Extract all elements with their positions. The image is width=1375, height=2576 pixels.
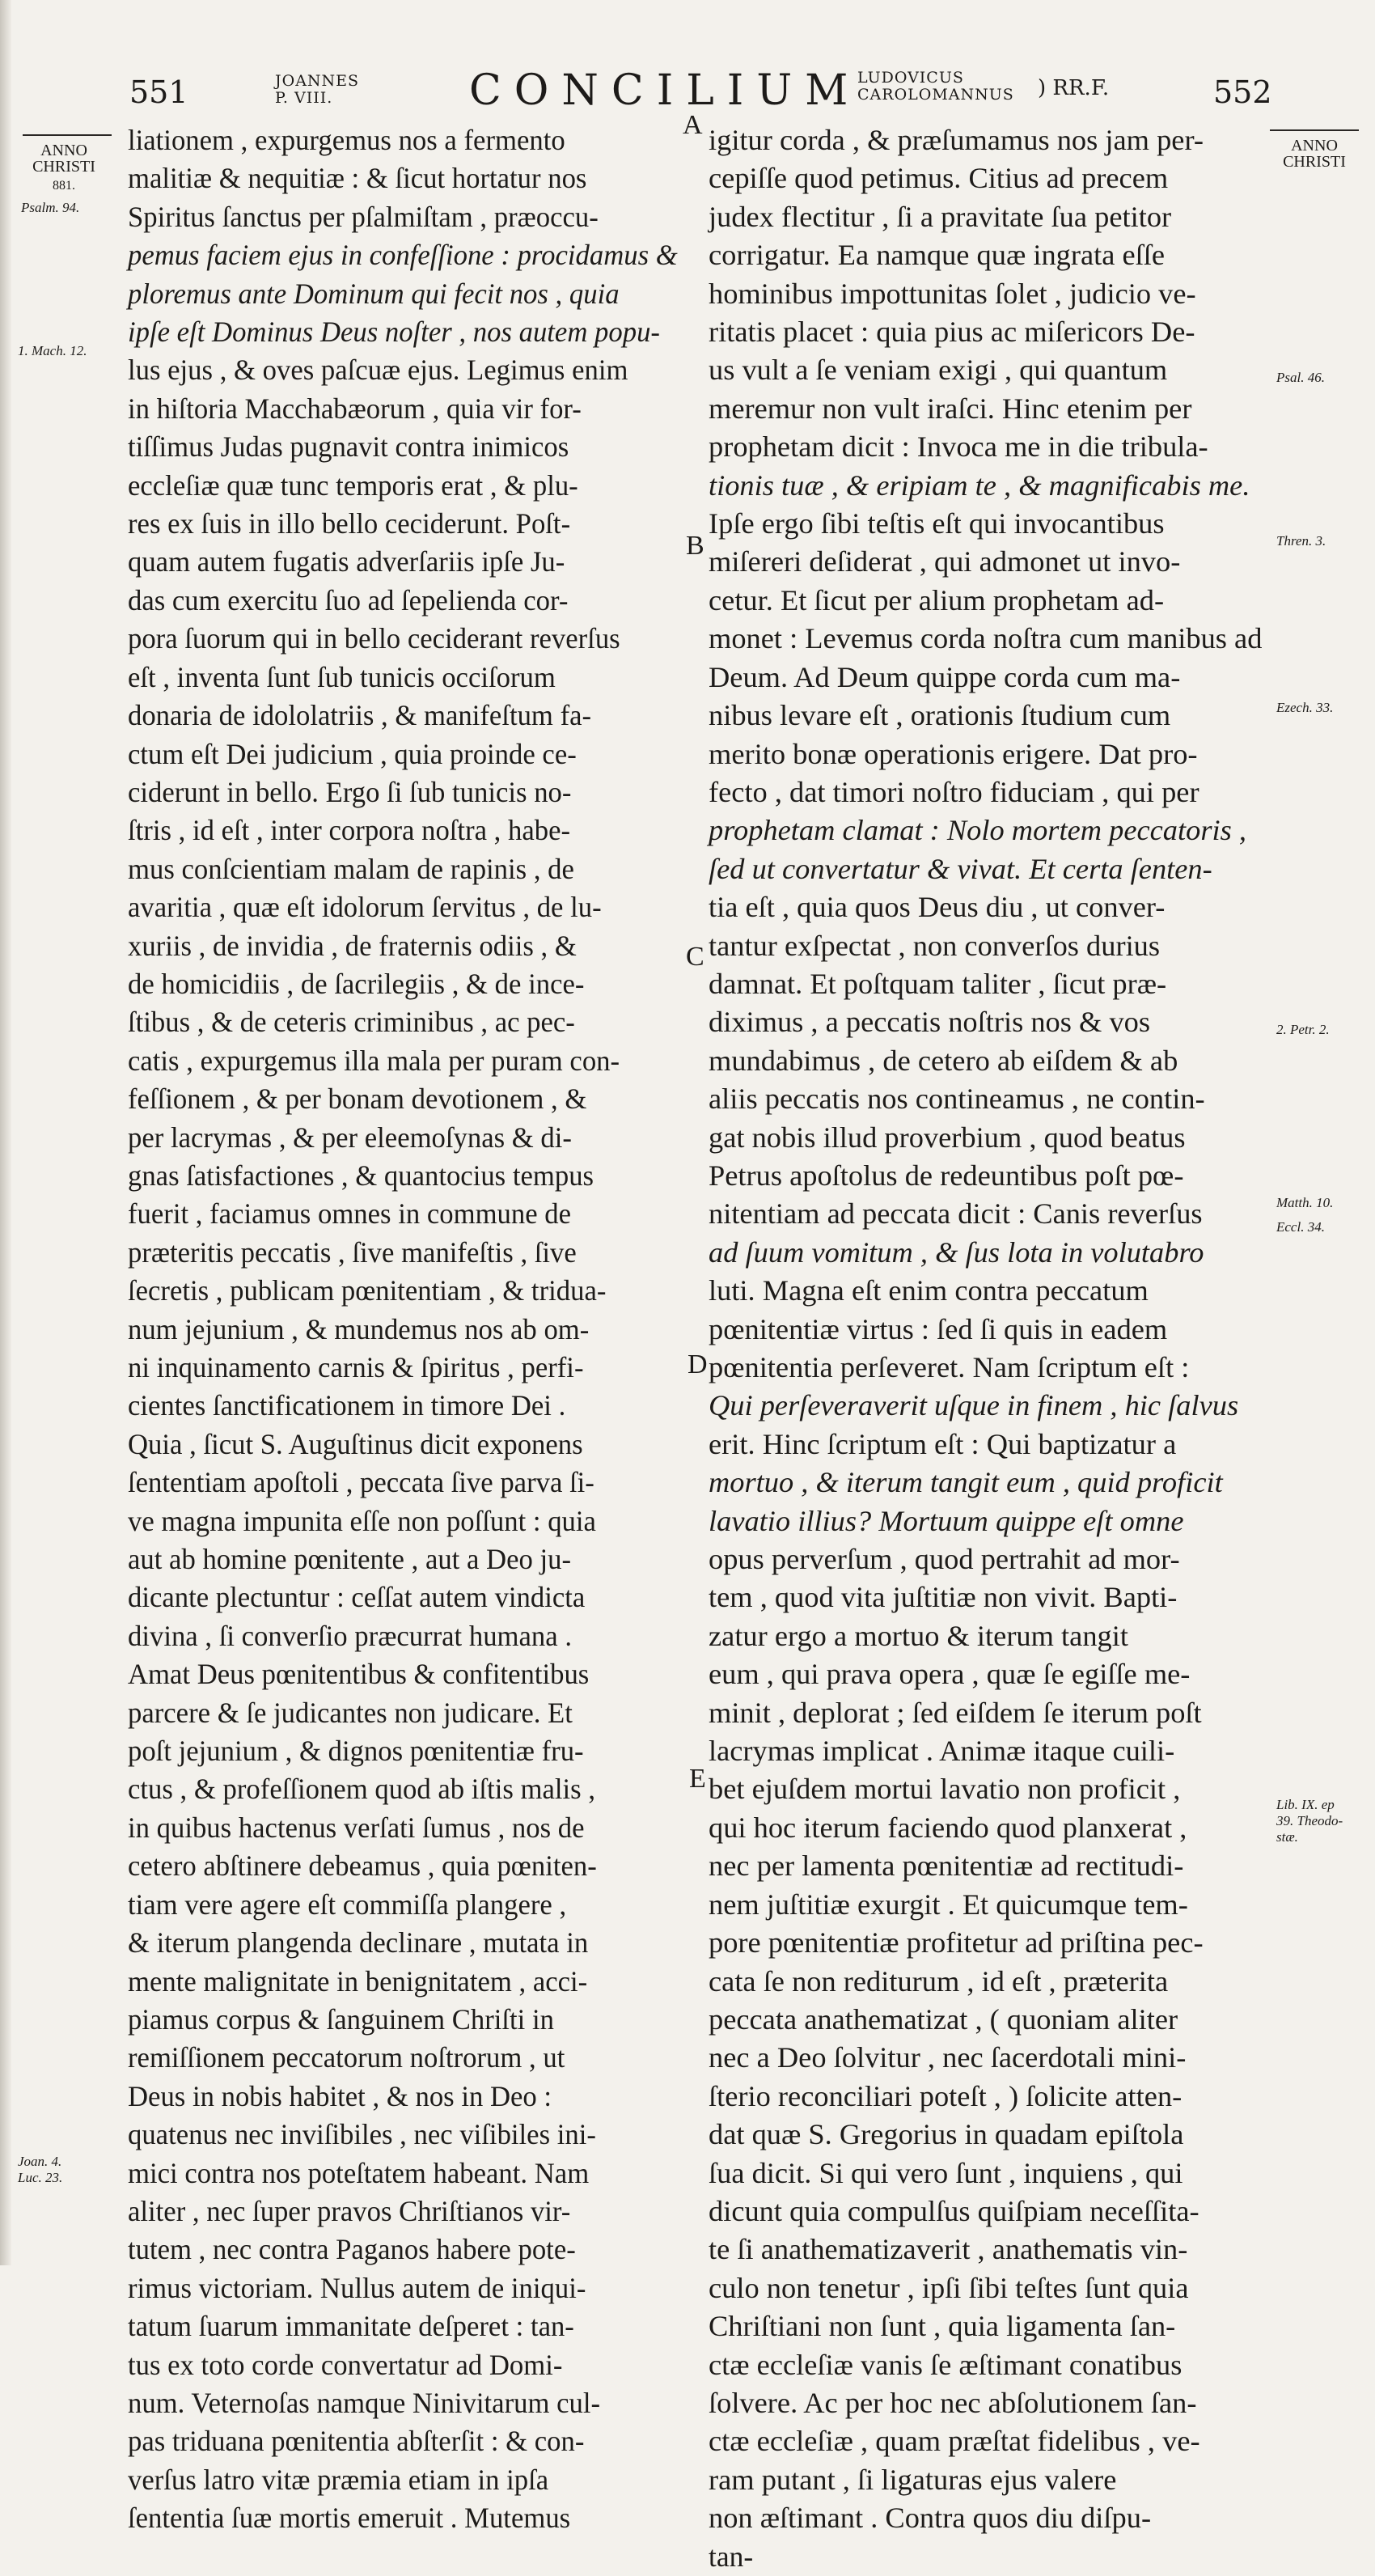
text-line: Deum. Ad Deum quippe corda cum ma- bbox=[709, 660, 1181, 693]
text-line: Ipſe ergo ſibi teſtis eſt qui invocantibus bbox=[709, 507, 1165, 540]
text-line: fecto , dat timori noſtro fiduciam , qui per bbox=[709, 775, 1199, 808]
text-line: tem , quod vita juſtitiæ non vivit. Bapti- bbox=[709, 1581, 1178, 1614]
text-line: tus ex toto corde convertatur ad Domi- bbox=[128, 2348, 563, 2381]
christi-label: CHRISTI bbox=[1283, 153, 1346, 171]
text-line: pore pœnitentiæ profitetur ad priſtina pec- bbox=[709, 1926, 1204, 1960]
text-line: lacrymas implicat . Animæ itaque cuili- bbox=[709, 1735, 1175, 1768]
text-line: cepiſſe quod petimus. Citius ad precem bbox=[709, 162, 1169, 195]
text-line: mortuo , & iterum tangit eum , quid proficit bbox=[709, 1466, 1223, 1499]
text-line: cetero abſtinere debeamus , quia pœniten- bbox=[128, 1849, 597, 1883]
text-line: nec a Deo ſolvitur , nec ſacerdotali mini- bbox=[709, 2041, 1187, 2074]
text-line: cetur. Et ſicut per alium prophetam ad- bbox=[709, 583, 1165, 616]
section-letter-c: C bbox=[686, 942, 704, 972]
text-column-right bbox=[709, 121, 1263, 2576]
text-line: rimus victoriam. Nullus autem de iniqui- bbox=[128, 2271, 586, 2304]
margin-note: stæ. bbox=[1276, 1829, 1298, 1845]
text-line: ritatis placet : quia pius ac miſericors De- bbox=[709, 316, 1195, 349]
text-line: mente malignitate in benignitatem , acci- bbox=[128, 1964, 588, 1998]
text-line: poſt jejunium , & dignos pœnitentiæ fru- bbox=[128, 1735, 584, 1768]
year-label: 881. bbox=[53, 179, 75, 193]
text-line: Chriſtiani non ſunt , quia ligamenta ſan- bbox=[709, 2310, 1176, 2343]
margin-note: 39. Theodo- bbox=[1276, 1813, 1343, 1828]
text-line: aliter , nec ſuper pravos Chriſtianos vir- bbox=[128, 2194, 571, 2227]
text-line: dicunt quia compulſus quiſpiam neceſſita- bbox=[709, 2194, 1199, 2227]
text-line: monet : Levemus corda noſtra cum manibus ad bbox=[709, 622, 1263, 655]
kings-names bbox=[857, 70, 1014, 104]
text-line: Petrus apoſtolus de redeuntibus poſt pœ- bbox=[709, 1159, 1184, 1192]
text-line: ctus , & profeſſionem quod ab iſtis malis , bbox=[128, 1773, 595, 1806]
text-line: parcere & ſe judicantes non judicare. Et bbox=[128, 1696, 573, 1729]
text-line: aut ab homine pœnitente , aut a Deo ju- bbox=[128, 1543, 572, 1576]
text-line: dicante plectuntur : ceſſat autem vindicta bbox=[128, 1581, 586, 1614]
text-line: liationem , expurgemus nos a fermento bbox=[128, 124, 565, 156]
text-line: hominibus impottunitas ſolet , judicio ve- bbox=[709, 277, 1196, 310]
margin-note: 2. Petr. 2. bbox=[1276, 1022, 1330, 1037]
text-line: prophetam dicit : Invoca me in die tribula- bbox=[709, 430, 1208, 464]
text-line: ſententia ſuæ mortis emeruit . Mutemus bbox=[128, 2502, 571, 2535]
text-line: piamus corpus & ſanguinem Chriſti in bbox=[128, 2002, 554, 2036]
text-line: gat nobis illud proverbium , quod beatus bbox=[709, 1121, 1186, 1154]
text-line: Deus in nobis habitet , & nos in Deo : bbox=[128, 2079, 552, 2112]
text-line: divina , ſi converſio præcurrat humana . bbox=[128, 1619, 573, 1652]
text-line: judex flectitur , ſi a pravitate ſua petitor bbox=[709, 200, 1172, 233]
text-line: eſt , inventa ſunt ſub tunicis occiſorum bbox=[128, 660, 556, 693]
page-number-right: 552 bbox=[1213, 74, 1272, 110]
text-column-left bbox=[128, 121, 691, 2538]
text-line: Quia , ſicut S. Auguſtinus dicit exponens bbox=[128, 1427, 583, 1460]
text-line: lus ejus , & oves paſcuæ ejus. Legimus enim bbox=[128, 354, 628, 387]
text-line: Spiritus ſanctus per pſalmiſtam , præoccu- bbox=[128, 200, 599, 233]
section-letter-b: B bbox=[686, 531, 704, 561]
text-line: pœnitentia perſeveret. Nam ſcriptum eſt : bbox=[709, 1351, 1190, 1383]
text-line: eccleſiæ quæ tunc temporis erat , & plu- bbox=[128, 468, 578, 502]
text-line: ſua dicit. Si qui vero ſunt , inquiens , qui bbox=[709, 2156, 1183, 2189]
text-line: in hiſtoria Macchabæorum , quia vir for- bbox=[128, 392, 582, 425]
text-line: tionis tuæ , & eripiam te , & magnificabis me. bbox=[709, 468, 1250, 502]
kings-suffix: ) RR.F. bbox=[1038, 76, 1110, 100]
margin-note: Lib. IX. ep bbox=[1276, 1797, 1335, 1812]
text-line: pemus faciem ejus in confeſſione : procidamus & bbox=[128, 239, 678, 272]
text-line: verſus latro vitæ præmia etiam in ipſa bbox=[128, 2463, 549, 2496]
text-line: diximus , a peccatis noſtris nos & vos bbox=[709, 1006, 1151, 1039]
text-line: feſſionem , & per bonam devotionem , & bbox=[128, 1083, 587, 1116]
text-line: pœnitentiæ virtus : ſed ſi quis in eadem bbox=[709, 1312, 1168, 1345]
text-line: pora ſuorum qui in bello ceciderant reverſus bbox=[128, 622, 620, 655]
text-line: ipſe eſt Dominus Deus noſter , nos autem popu- bbox=[128, 316, 660, 349]
text-line: zatur ergo a mortuo & iterum tangit bbox=[709, 1619, 1128, 1652]
text-line: tiam vere agere eſt commiſſa plangere , bbox=[128, 1888, 567, 1921]
margin-note: Thren. 3. bbox=[1276, 533, 1326, 549]
text-line: qui hoc iterum faciendo quod planxerat , bbox=[709, 1811, 1187, 1844]
text-line: ni inquinamento carnis & ſpiritus , perfi- bbox=[128, 1351, 584, 1383]
section-letter-d: D bbox=[688, 1349, 708, 1379]
text-line: avaritia , quæ eſt idolorum ſervitus , de lu- bbox=[128, 891, 602, 924]
pope-line-2: P. VIII. bbox=[275, 89, 333, 107]
text-line: nitentiam ad peccata dicit : Canis reverſus bbox=[709, 1197, 1203, 1231]
text-line: nem juſtitiæ exurgit . Et quicumque tem- bbox=[709, 1888, 1188, 1921]
text-line: nec per lamenta pœnitentiæ ad rectitudi- bbox=[709, 1849, 1184, 1883]
text-line: num jejunium , & mundemus nos ab om- bbox=[128, 1312, 590, 1345]
running-title: CONCILIUM bbox=[469, 66, 861, 115]
text-line: xuriis , de invidia , de fraternis odiis , & bbox=[128, 929, 577, 962]
text-line: ſtris , id eſt , inter corpora noſtra , habe- bbox=[128, 814, 571, 847]
text-line: ſecretis , publicam pœnitentiam , & tridua- bbox=[128, 1274, 607, 1307]
margin-note: Ezech. 33. bbox=[1276, 700, 1334, 715]
text-line: Amat Deus pœnitentibus & confitentibus bbox=[128, 1658, 590, 1691]
text-line: cata ſe non rediturum , id eſt , præterita bbox=[709, 1964, 1169, 1998]
text-line: tantur exſpectat , non converſos durius bbox=[709, 929, 1161, 962]
text-line: mundabimus , de cetero ab eiſdem & ab bbox=[709, 1044, 1178, 1077]
text-line: donaria de idololatriis , & manifeſtum fa- bbox=[128, 699, 592, 732]
text-line: per lacrymas , & per eleemoſynas & di- bbox=[128, 1121, 572, 1154]
text-line: prophetam clamat : Nolo mortem peccatoris , bbox=[709, 814, 1246, 847]
text-line: pas triduana pœnitentia abſterſit : & con- bbox=[128, 2425, 585, 2458]
text-line: ploremus ante Dominum qui fecit nos , quia bbox=[128, 277, 620, 310]
text-line: non æſtimant . Contra quos diu diſpu- bbox=[709, 2502, 1152, 2535]
page-binding-shadow bbox=[0, 0, 11, 2265]
text-line: ciderunt in bello. Ergo ſi ſub tunicis no- bbox=[128, 775, 572, 808]
margin-rule-right bbox=[1270, 129, 1359, 131]
margin-note: Joan. 4. bbox=[18, 2154, 62, 2169]
text-line: ctæ eccleſiæ , quam præſtat fidelibus , ve- bbox=[709, 2425, 1200, 2458]
text-line: tiſſimus Judas pugnavit contra inimicos bbox=[128, 430, 569, 464]
text-line: fuerit , faciamus omnes in commune de bbox=[128, 1197, 572, 1231]
text-line: gnas ſatisfactiones , & quantocius tempus bbox=[128, 1159, 594, 1192]
text-line: de homicidiis , de ſacrilegiis , & de ince- bbox=[128, 967, 585, 1000]
text-line: in quibus hactenus verſati ſumus , nos de bbox=[128, 1811, 585, 1844]
text-line: ſententiam apoſtoli , peccata ſive parva ſi- bbox=[128, 1466, 594, 1499]
text-line: ad ſuum vomitum , & ſus lota in volutabro bbox=[709, 1235, 1204, 1269]
text-line: Qui perſeveraverit uſque in finem , hic ſalvus bbox=[709, 1389, 1239, 1422]
pope-line-1: JOANNES bbox=[275, 72, 360, 90]
text-line: num. Veternoſas namque Ninivitarum cul- bbox=[128, 2386, 601, 2419]
text-line: lavatio illius? Mortuum quippe eſt omne bbox=[709, 1504, 1184, 1537]
margin-head-right bbox=[1270, 138, 1359, 170]
kings-line-1: LUDOVICUS bbox=[857, 69, 964, 87]
section-letter-a: A bbox=[683, 110, 703, 140]
text-line: culo non tenetur , ipſi ſibi teſtes ſunt quia bbox=[709, 2271, 1189, 2304]
margin-rule-left bbox=[23, 134, 112, 136]
text-line: erit. Hinc ſcriptum eſt : Qui baptizatur a bbox=[709, 1427, 1177, 1460]
text-line: mici contra nos poteſtatem habeant. Nam bbox=[128, 2156, 590, 2189]
page-number-left: 551 bbox=[129, 74, 188, 110]
text-line: ctæ eccleſiæ vanis ſe æſtimant conatibus bbox=[709, 2348, 1182, 2381]
anno-label: ANNO bbox=[1291, 137, 1338, 155]
section-letter-e: E bbox=[689, 1764, 706, 1794]
christi-label: CHRISTI bbox=[32, 158, 95, 176]
text-line: ſterio reconciliari poteſt , ) ſolicite atten- bbox=[709, 2079, 1182, 2112]
text-line: ctum eſt Dei judicium , quia proinde ce- bbox=[128, 737, 577, 770]
text-line: tia eſt , quia quos Deus diu , ut conver- bbox=[709, 891, 1166, 924]
margin-note: Luc. 23. bbox=[18, 2170, 63, 2185]
text-line: dat quæ S. Gregorius in quadam epiſtola bbox=[709, 2118, 1184, 2151]
text-line: quatenus nec inviſibiles , nec viſibiles ini- bbox=[128, 2118, 596, 2151]
text-line: quam autem fugatis adverſariis ipſe Ju- bbox=[128, 545, 565, 578]
text-line: meremur non vult iraſci. Hinc etenim per bbox=[709, 392, 1192, 425]
text-line: igitur corda , & præſumamus nos jam per- bbox=[709, 124, 1204, 156]
text-line: nibus levare eſt , orationis ſtudium cum bbox=[709, 699, 1171, 732]
text-line: minit , deplorat ; ſed eiſdem ſe iterum poſt bbox=[709, 1696, 1202, 1729]
text-line: das cum exercitu ſuo ad ſepelienda cor- bbox=[128, 583, 569, 616]
text-line: te ſi anathematizaverit , anathematis vin- bbox=[709, 2233, 1188, 2266]
margin-note: 1. Mach. 12. bbox=[18, 343, 87, 358]
text-line: mus conſcientiam malam de rapinis , de bbox=[128, 852, 574, 885]
margin-note: Matth. 10. bbox=[1276, 1195, 1334, 1210]
text-line: damnat. Et poſtquam taliter , ſicut præ- bbox=[709, 967, 1167, 1000]
margin-note: Psalm. 94. bbox=[21, 200, 80, 215]
text-line: us vult a ſe veniam exigi , qui quantum bbox=[709, 354, 1168, 387]
text-line: tatum ſuarum immanitate deſperet : tan- bbox=[128, 2310, 574, 2343]
text-line: aliis peccatis nos contineamus , ne contin- bbox=[709, 1083, 1205, 1116]
text-line: præteritis peccatis , ſive manifeſtis , ſive bbox=[128, 1235, 577, 1269]
margin-head-left bbox=[19, 142, 108, 194]
text-line: luti. Magna eſt enim contra peccatum bbox=[709, 1274, 1149, 1307]
text-line: cientes ſanctificationem in timore Dei . bbox=[128, 1389, 566, 1422]
margin-note: Psal. 46. bbox=[1276, 370, 1325, 385]
text-line: miſereri deſiderat , qui admonet ut invo- bbox=[709, 545, 1181, 578]
text-line: catis , expurgemus illa mala per puram con- bbox=[128, 1044, 620, 1077]
text-line: ve magna impunita eſſe non poſſunt : quia bbox=[128, 1504, 596, 1537]
text-line: malitiæ & nequitiæ : & ſicut hortatur nos bbox=[128, 162, 587, 195]
text-line: ram putant , ſi ligaturas ejus valere bbox=[709, 2463, 1117, 2496]
text-line: tutem , nec contra Paganos habere pote- bbox=[128, 2233, 576, 2266]
text-line: opus perverſum , quod pertrahit ad mor- bbox=[709, 1543, 1180, 1576]
text-line: res ex ſuis in illo bello ceciderunt. Poſt- bbox=[128, 507, 571, 540]
anno-label: ANNO bbox=[40, 142, 87, 159]
text-line: ſtibus , & de ceteris criminibus , ac pec- bbox=[128, 1006, 575, 1039]
text-line: remiſſionem peccatorum noſtrorum , ut bbox=[128, 2041, 565, 2074]
text-line: & iterum plangenda declinare , mutata in bbox=[128, 1926, 589, 1960]
text-line: tan- bbox=[709, 2540, 754, 2573]
text-line: ſolvere. Ac per hoc nec abſolutionem ſan- bbox=[709, 2386, 1197, 2419]
text-line: corrigatur. Ea namque quæ ingrata eſſe bbox=[709, 239, 1166, 272]
text-line: eum , qui prava opera , quæ ſe egiſſe me- bbox=[709, 1658, 1191, 1691]
text-line: peccata anathematizat , ( quoniam aliter bbox=[709, 2002, 1178, 2036]
kings-line-2: CAROLOMANNUS bbox=[857, 86, 1014, 104]
text-line: bet ejuſdem mortui lavatio non proficit , bbox=[709, 1773, 1181, 1806]
text-line: ſed ut convertatur & vivat. Et certa ſenten- bbox=[709, 852, 1212, 885]
pope-name bbox=[275, 73, 359, 107]
margin-note: Eccl. 34. bbox=[1276, 1219, 1325, 1235]
text-line: merito bonæ operationis erigere. Dat pro- bbox=[709, 737, 1198, 770]
